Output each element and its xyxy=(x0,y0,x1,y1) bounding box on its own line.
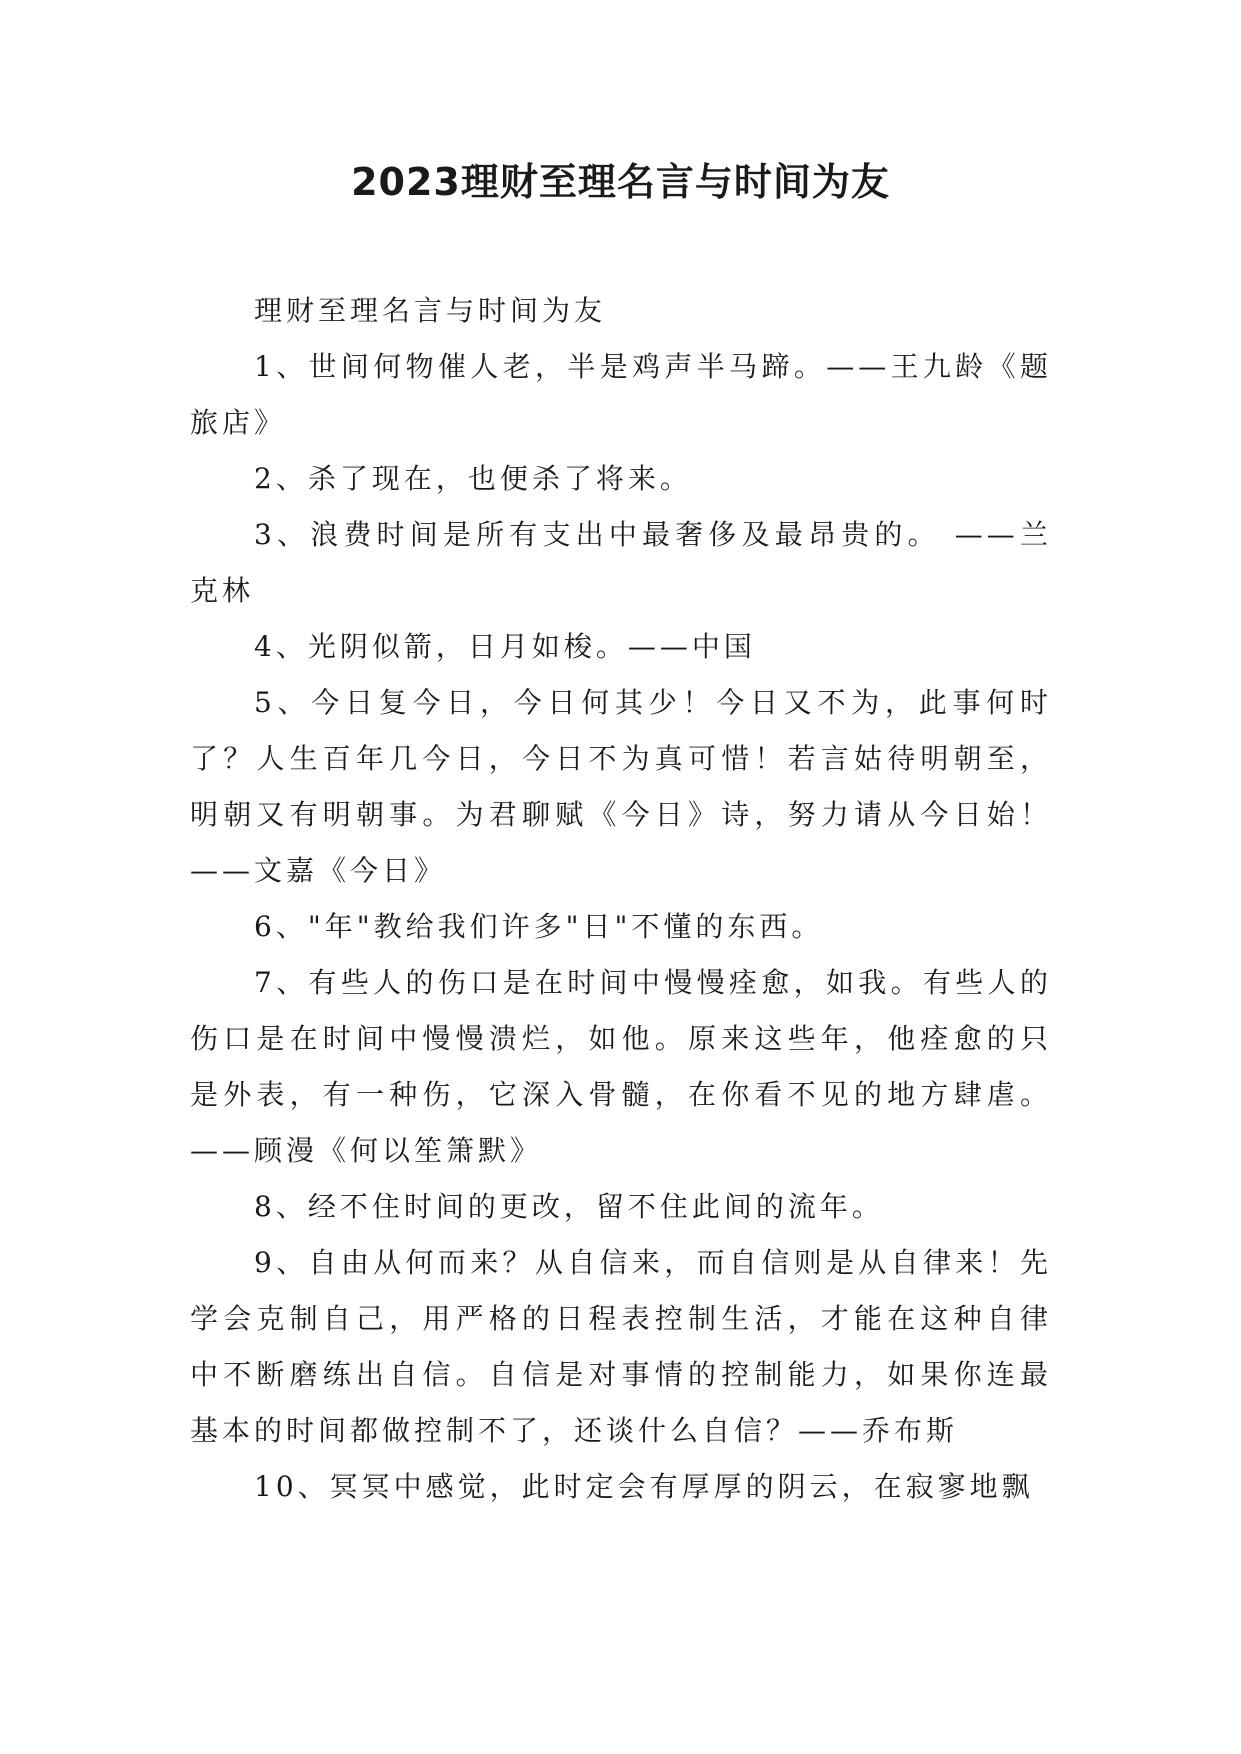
quote-9: 9、自由从何而来？从自信来，而自信则是从自律来！先学会克制自己，用严格的日程表控制生活，才能在这种自律中不断磨练出自信。自信是对事情的控制能力，如果你连最基本的时间都做控制不了，还谈什么自信？——乔布斯 xyxy=(190,1246,1052,1447)
quote-3: 3、浪费时间是所有支出中最奢侈及最昂贵的。 ——兰克林 xyxy=(190,518,1052,607)
document-body xyxy=(190,283,1052,1515)
document-title: 2023理财至理名言与时间为友 xyxy=(351,160,890,204)
quote-8: 8、经不住时间的更改，留不住此间的流年。 xyxy=(254,1190,884,1223)
quote-7: 7、有些人的伤口是在时间中慢慢痊愈，如我。有些人的伤口是在时间中慢慢溃烂，如他。原来这些年，他痊愈的只是外表，有一种伤，它深入骨髓，在你看不见的地方肆虐。——顾漫《何以笙箫默》 xyxy=(190,966,1052,1167)
quote-4: 4、光阴似箭，日月如梭。——中国 xyxy=(254,630,756,663)
quote-10: 10、冥冥中感觉，此时定会有厚厚的阴云，在寂寥地飘 xyxy=(254,1470,1034,1503)
quote-5: 5、今日复今日，今日何其少！今日又不为，此事何时了？人生百年几今日，今日不为真可惜！若言姑待明朝至，明朝又有明朝事。为君聊赋《今日》诗，努力请从今日始！——文嘉《今日》 xyxy=(190,686,1052,887)
quote-1: 1、世间何物催人老，半是鸡声半马蹄。——王九龄《题旅店》 xyxy=(190,350,1052,439)
quote-2: 2、杀了现在，也便杀了将来。 xyxy=(254,462,692,495)
paragraph-heading: 理财至理名言与时间为友 xyxy=(254,294,607,327)
quote-6: 6、"年"教给我们许多"日"不懂的东西。 xyxy=(254,910,824,943)
